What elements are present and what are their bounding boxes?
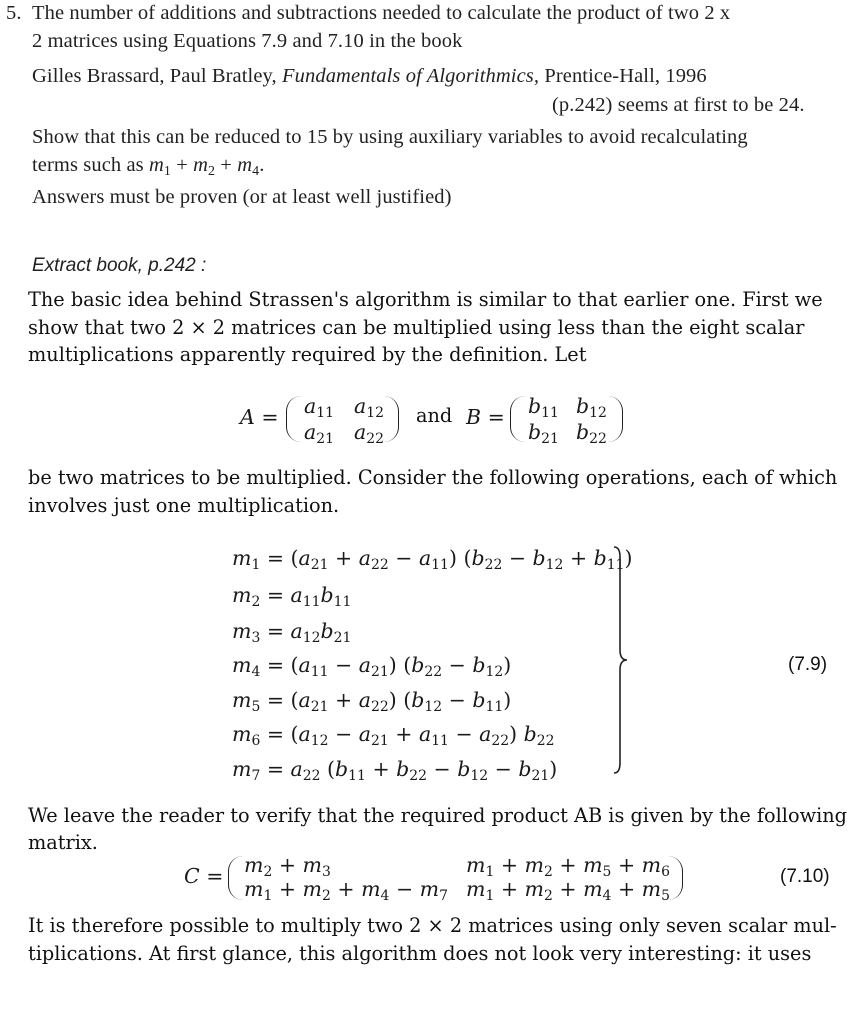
paragraph-1-line-3: multiplications apparently required by the definition. Let [28, 343, 587, 366]
question-line-5: Show that this can be reduced to 15 by using auxiliary variables to avoid recalculating [32, 126, 748, 148]
question-line-2: 2 matrices using Equations 7.9 and 7.10 in the book [32, 30, 463, 52]
paragraph-4-line-2: tiplications. At first glance, this algorithm does not look very interesting: it uses [28, 942, 812, 965]
citation-title: Fundamentals of Algorithmics, [282, 65, 540, 87]
question-line-6: terms such as $m_1 + m_2 + m_4$. [32, 154, 265, 180]
paragraph-2-line-1: be two matrices to be multiplied. Consider the following operations, each of which [28, 466, 838, 489]
extract-label: Extract book, p.242 : [32, 255, 207, 276]
paragraph-3-line-2: matrix. [28, 831, 98, 854]
question-line-6-prefix: terms such as [32, 154, 144, 176]
question-number: 5. [6, 2, 22, 24]
paragraph-1-line-1: The basic idea behind Strassen's algorithm is similar to that earlier one. First we [28, 288, 823, 311]
paragraph-3-line-1: We leave the reader to verify that the required product AB is given by the following [28, 804, 848, 827]
question-line-7: Answers must be proven (or at least well justified) [32, 186, 452, 208]
paragraph-2-line-2: involves just one multiplication. [28, 494, 340, 517]
paragraph-4-line-1: It is therefore possible to multiply two 2 × 2 matrices using only seven scalar mul- [28, 914, 837, 937]
citation-authors: Gilles Brassard, Paul Bratley, [32, 65, 277, 87]
paragraph-1-line-2: show that two 2 × 2 matrices can be multiplied using less than the eight scalar [28, 316, 805, 339]
equation-number-7-10: (7.10) [780, 866, 830, 887]
question-line-4: (p.242) seems at first to be 24. [552, 94, 805, 116]
and-word: and [416, 404, 453, 427]
equation-number-7-9: (7.9) [788, 654, 828, 675]
right-brace-icon [612, 545, 628, 775]
citation-publisher: Prentice-Hall, 1996 [544, 65, 707, 87]
book-citation [32, 65, 707, 88]
question-line-1: The number of additions and subtractions needed to calculate the product of two 2 x [32, 2, 731, 24]
